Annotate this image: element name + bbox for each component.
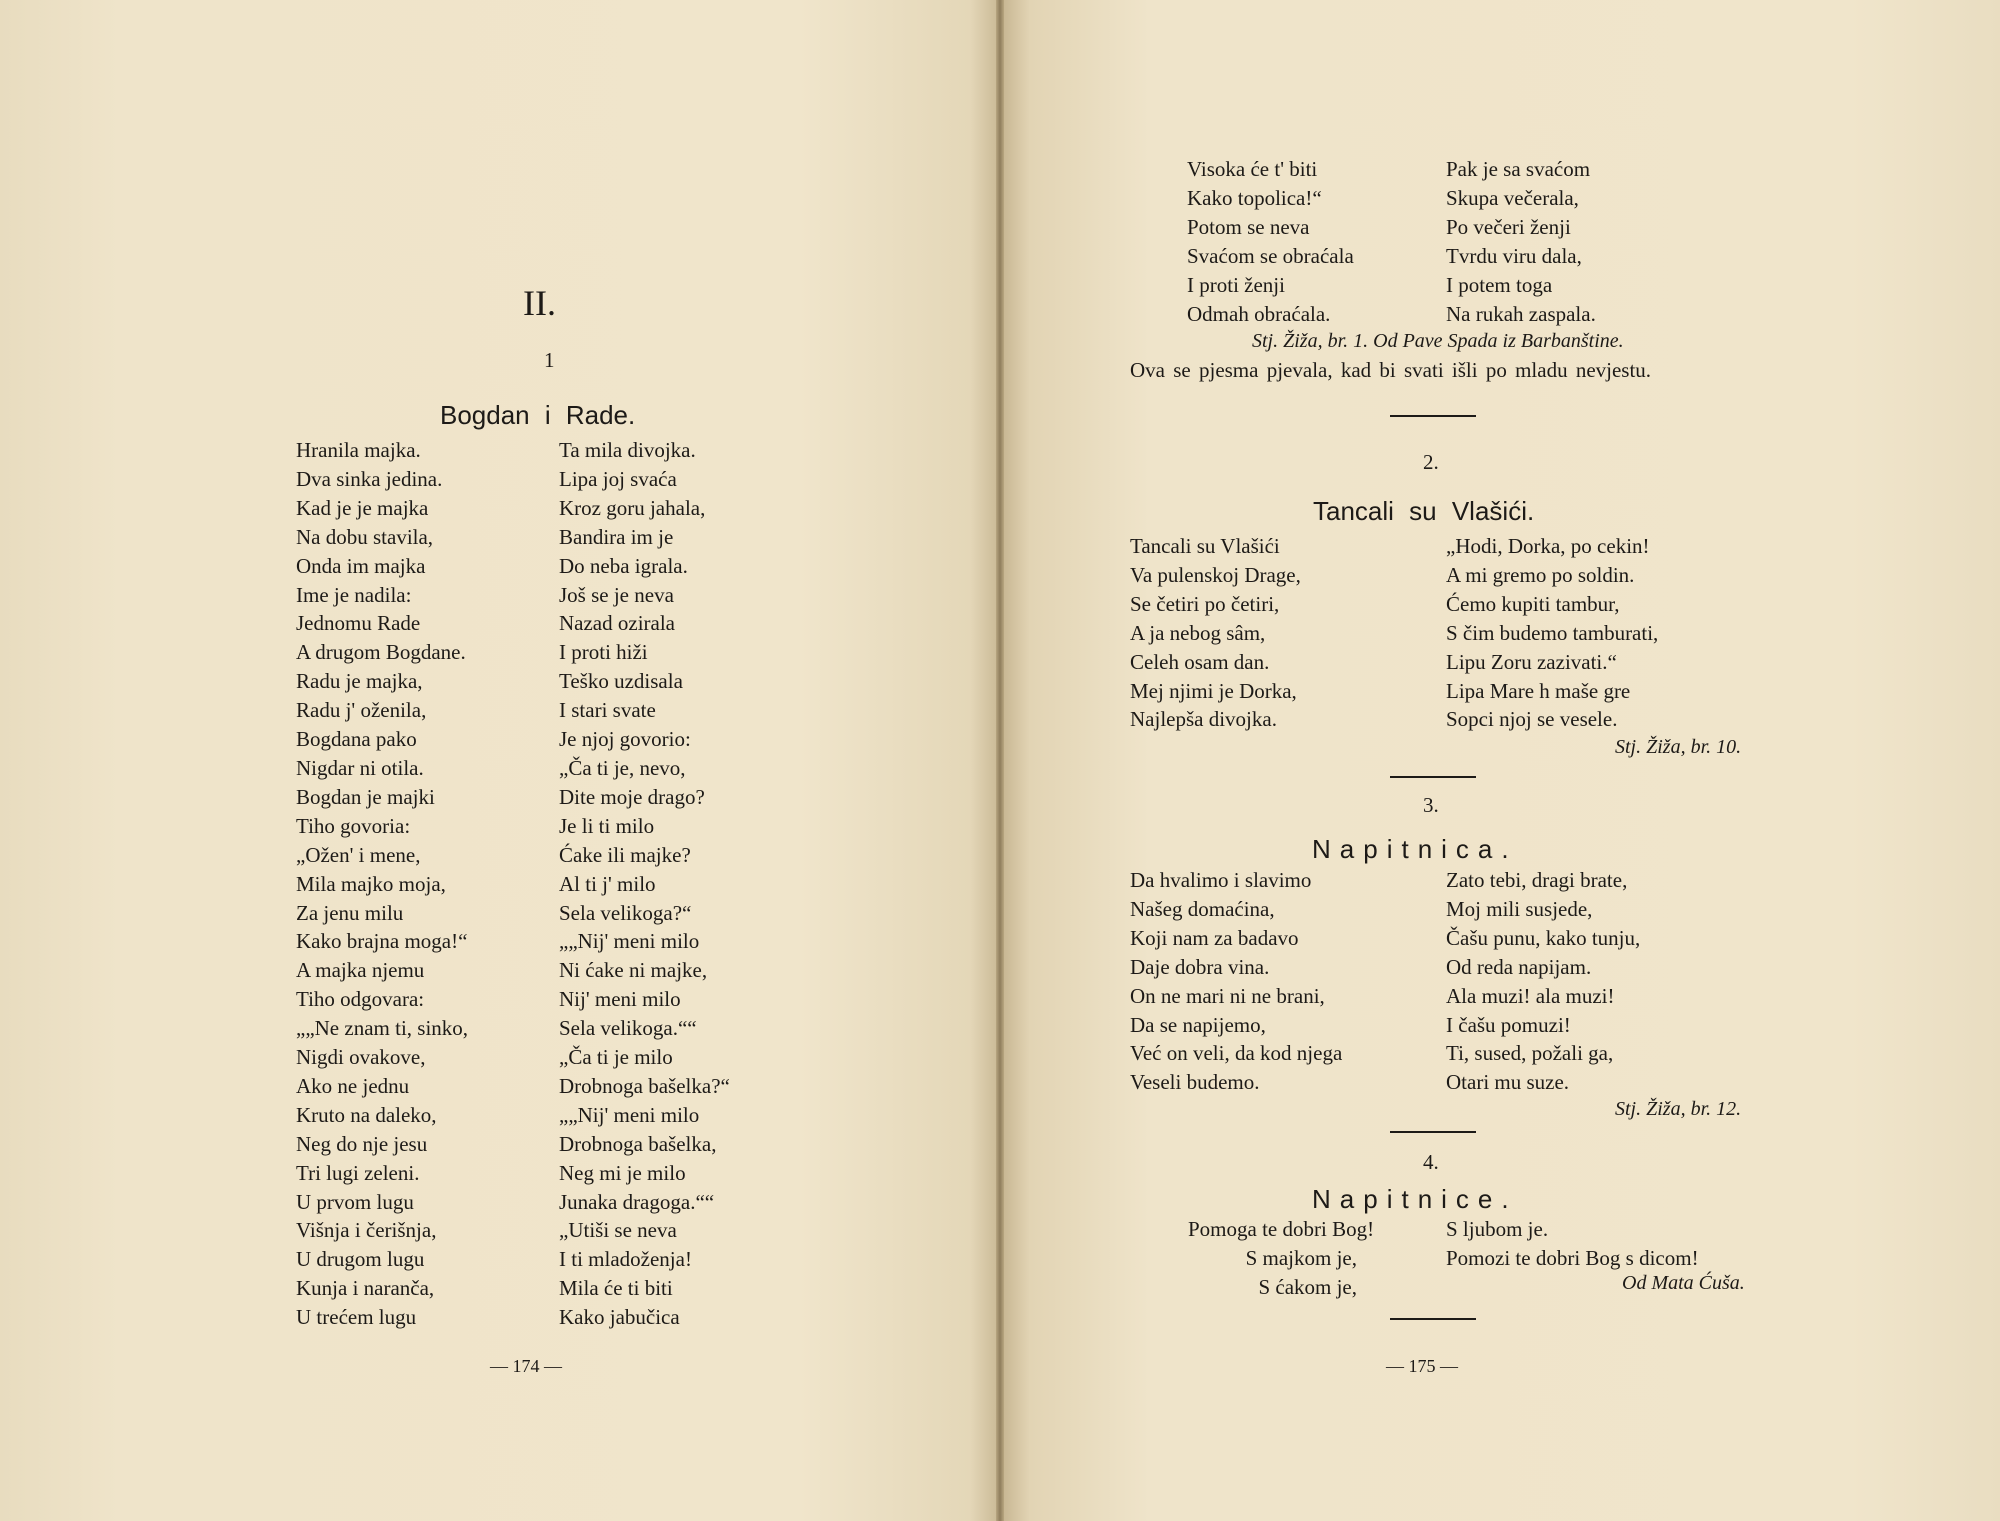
verse-line: Svaćom se obraćala (1187, 243, 1354, 268)
verse-line: Bogdan je majki (296, 784, 435, 809)
verse-line: A majka njemu (296, 958, 425, 983)
page-number: — 175 — (1386, 1356, 1458, 1376)
verse-line: Onda im majka (296, 553, 426, 578)
song-number: 1 (544, 348, 555, 372)
poem-column-right (1446, 866, 1640, 1097)
verse-line: I stari svate (559, 698, 656, 723)
verse-line: S ćakom je, (1258, 1274, 1357, 1299)
verse-line: Se četiri po četiri, (1130, 591, 1280, 616)
verse-line: A ja nebog sâm, (1130, 620, 1266, 645)
verse-line: Daje dobra vina. (1130, 954, 1270, 979)
verse-line: Lipa joj svaća (559, 466, 677, 491)
source-citation: Stj. Žiža, br. 12. (1615, 1098, 1742, 1120)
verse-line: Za jenu milu (296, 900, 404, 925)
verse-line: Našeg domaćina, (1130, 896, 1275, 921)
page-number: — 174 — (490, 1356, 562, 1376)
verse-line: Sela velikoga.““ (559, 1016, 697, 1041)
verse-line: Moj mili susjede, (1446, 896, 1593, 921)
verse-line: Nigdi ovakove, (296, 1045, 426, 1070)
verse-line: Nigdar ni otila. (296, 755, 424, 780)
verse-line: A mi gremo po soldin. (1446, 562, 1635, 587)
poem-column-left (296, 436, 468, 1332)
verse-line: Neg mi je milo (559, 1160, 686, 1185)
verse-line: Kroz goru jahala, (559, 495, 706, 520)
verse-line: Hranila majka. (296, 438, 421, 462)
poem-column-left (1130, 532, 1301, 734)
verse-line: Junaka dragoga.““ (559, 1189, 715, 1214)
verse-line: Lipu Zoru zazivati.“ (1446, 649, 1617, 674)
verse-line: Jednomu Rade (296, 611, 421, 636)
verse-line: A drugom Bogdane. (296, 640, 466, 665)
verse-line: „Ožen' i mene, (296, 842, 421, 867)
verse-line: Radu j' oženila, (296, 698, 427, 723)
divider (1390, 776, 1476, 778)
verse-line: U prvom lugu (296, 1189, 414, 1214)
note-text: Ova se pjesma pjevala, kad bi svati išli po mladu nevjestu. (1130, 358, 1652, 382)
verse-line: Ta mila divojka. (559, 438, 696, 462)
verse-line: Još se je neva (559, 582, 674, 607)
verse-line: Visoka će t' biti (1187, 157, 1318, 181)
verse-line: I proti hiži (559, 640, 648, 665)
verse-line: Ćemo kupiti tambur, (1446, 591, 1620, 616)
verse-line: Mila majko moja, (296, 871, 446, 896)
verse-line: Tiho odgovara: (296, 987, 425, 1012)
song-title: Napitnice. (1312, 1184, 1518, 1214)
verse-line: Va pulenskoj Drage, (1130, 562, 1301, 587)
verse-line: Bogdana pako (296, 727, 417, 752)
verse-line: „Utiši se neva (559, 1218, 677, 1243)
song-title: Napitnica. (1312, 834, 1518, 864)
verse-line: Pomoga te dobri Bog! (1188, 1217, 1375, 1241)
verse-line: Najlepša divojka. (1130, 707, 1277, 732)
verse-line: I potem toga (1446, 272, 1553, 297)
verse-line: Potom se neva (1187, 214, 1310, 239)
verse-line: Ćake ili majke? (559, 842, 691, 867)
verse-line: Radu je majka, (296, 669, 423, 694)
verse-line: Odmah obraćala. (1187, 301, 1331, 326)
verse-line: Čašu punu, kako tunju, (1446, 925, 1641, 950)
song-number: 2. (1423, 450, 1439, 474)
verse-line: Kako brajna moga!“ (296, 929, 468, 954)
verse-line: On ne mari ni ne brani, (1130, 983, 1325, 1008)
verse-line: Pomozi te dobri Bog s dicom! (1446, 1245, 1699, 1270)
book-gutter (996, 0, 1004, 1521)
poem-continued-column-right (1446, 155, 1596, 328)
divider (1390, 1131, 1476, 1133)
verse-line: Višnja i čerišnja, (296, 1218, 437, 1243)
verse-line: Je njoj govorio: (559, 727, 691, 752)
verse-line: Neg do nje jesu (296, 1131, 428, 1156)
verse-line: Kruto na daleko, (296, 1102, 437, 1127)
verse-line: Bandira im je (559, 524, 674, 549)
verse-line: I ti mladoženja! (559, 1247, 692, 1272)
source-citation: Od Mata Ćuša. (1622, 1272, 1745, 1294)
song-number: 3. (1423, 793, 1439, 817)
verse-line: Je li ti milo (559, 813, 655, 838)
verse-line: Dva sinka jedina. (296, 466, 443, 491)
verse-line: S ljubom je. (1446, 1217, 1549, 1241)
verse-line: Teško uzdisala (559, 669, 683, 694)
verse-line: Drobnoga bašelka?“ (559, 1073, 730, 1098)
right-page (1000, 0, 2000, 1521)
poem-column-left (1188, 1215, 1375, 1302)
verse-line: „Hodi, Dorka, po cekin! (1446, 534, 1650, 558)
verse-line: Sopci njoj se vesele. (1446, 707, 1618, 732)
verse-line: Ime je nadila: (296, 582, 412, 607)
verse-line: Koji nam za badavo (1130, 925, 1299, 950)
verse-line: Tiho govoria: (296, 813, 411, 838)
song-title: Tancali su Vlašići. (1313, 496, 1535, 526)
verse-line: Zato tebi, dragi brate, (1446, 868, 1628, 892)
verse-line: Nij' meni milo (559, 987, 681, 1012)
verse-line: Ni ćake ni majke, (559, 958, 708, 983)
verse-line: Skupa večerala, (1446, 185, 1579, 210)
verse-line: Celeh osam dan. (1130, 649, 1270, 674)
verse-line: Do neba igrala. (559, 553, 688, 578)
verse-line: S majkom je, (1245, 1245, 1357, 1270)
verse-line: Sela velikoga?“ (559, 900, 692, 925)
verse-line: „Ča ti je milo (559, 1045, 673, 1070)
verse-line: Tancali su Vlašići (1130, 534, 1280, 558)
divider (1390, 415, 1476, 417)
verse-line: Da hvalimo i slavimo (1130, 868, 1312, 892)
verse-line: Nazad ozirala (559, 611, 676, 636)
verse-line: Dite moje drago? (559, 784, 705, 809)
verse-line: „„Nij' meni milo (559, 1102, 700, 1127)
verse-line: Ti, sused, požali ga, (1446, 1041, 1614, 1066)
verse-line: I čašu pomuzi! (1446, 1012, 1571, 1037)
verse-line: Od reda napijam. (1446, 954, 1592, 979)
verse-line: Na rukah zaspala. (1446, 301, 1596, 326)
verse-line: Kako topolica!“ (1187, 185, 1322, 210)
verse-line: Ako ne jednu (296, 1073, 410, 1098)
poem-continued-column-left (1187, 155, 1354, 328)
verse-line: Tri lugi zeleni. (296, 1160, 420, 1185)
verse-line: „Ča ti je, nevo, (559, 755, 686, 780)
poem-column-right (559, 436, 730, 1332)
poem-column-right (1446, 1215, 1699, 1273)
song-title: Bogdan i Rade. (440, 400, 636, 430)
poem-column-left (1130, 866, 1342, 1097)
verse-line: „„Nij' meni milo (559, 929, 700, 954)
verse-line: S čim budemo tamburati, (1446, 620, 1659, 645)
song-number: 4. (1423, 1150, 1439, 1174)
source-citation: Stj. Žiža, br. 1. Od Pave Spada iz Barbanštine. (1252, 330, 1624, 352)
verse-line: I proti ženji (1187, 272, 1285, 297)
verse-line: Kako jabučica (559, 1305, 680, 1330)
verse-line: Po večeri ženji (1446, 214, 1571, 239)
verse-line: Pak je sa svaćom (1446, 157, 1591, 181)
verse-line: Drobnoga bašelka, (559, 1131, 717, 1156)
verse-line: Na dobu stavila, (296, 524, 434, 549)
verse-line: Otari mu suze. (1446, 1070, 1570, 1095)
verse-line: Veseli budemo. (1130, 1070, 1260, 1095)
section-roman-numeral: II. (523, 283, 556, 323)
verse-line: U trećem lugu (296, 1305, 417, 1330)
verse-line: Ala muzi! ala muzi! (1446, 983, 1615, 1008)
divider (1390, 1318, 1476, 1320)
poem-column-right (1446, 532, 1658, 734)
verse-line: „„Ne znam ti, sinko, (296, 1016, 469, 1041)
verse-line: Da se napijemo, (1130, 1012, 1266, 1037)
source-citation: Stj. Žiža, br. 10. (1615, 736, 1742, 758)
verse-line: Tvrdu viru dala, (1446, 243, 1582, 268)
verse-line: Već on veli, da kod njega (1130, 1041, 1343, 1066)
verse-line: Kad je je majka (296, 495, 429, 520)
verse-line: Mila će ti biti (559, 1276, 673, 1301)
verse-line: Mej njimi je Dorka, (1130, 678, 1297, 703)
verse-line: Kunja i naranča, (296, 1276, 435, 1301)
verse-line: Al ti j' milo (559, 871, 656, 896)
verse-line: Lipa Mare h maše gre (1446, 678, 1631, 703)
verse-line: U drugom lugu (296, 1247, 425, 1272)
